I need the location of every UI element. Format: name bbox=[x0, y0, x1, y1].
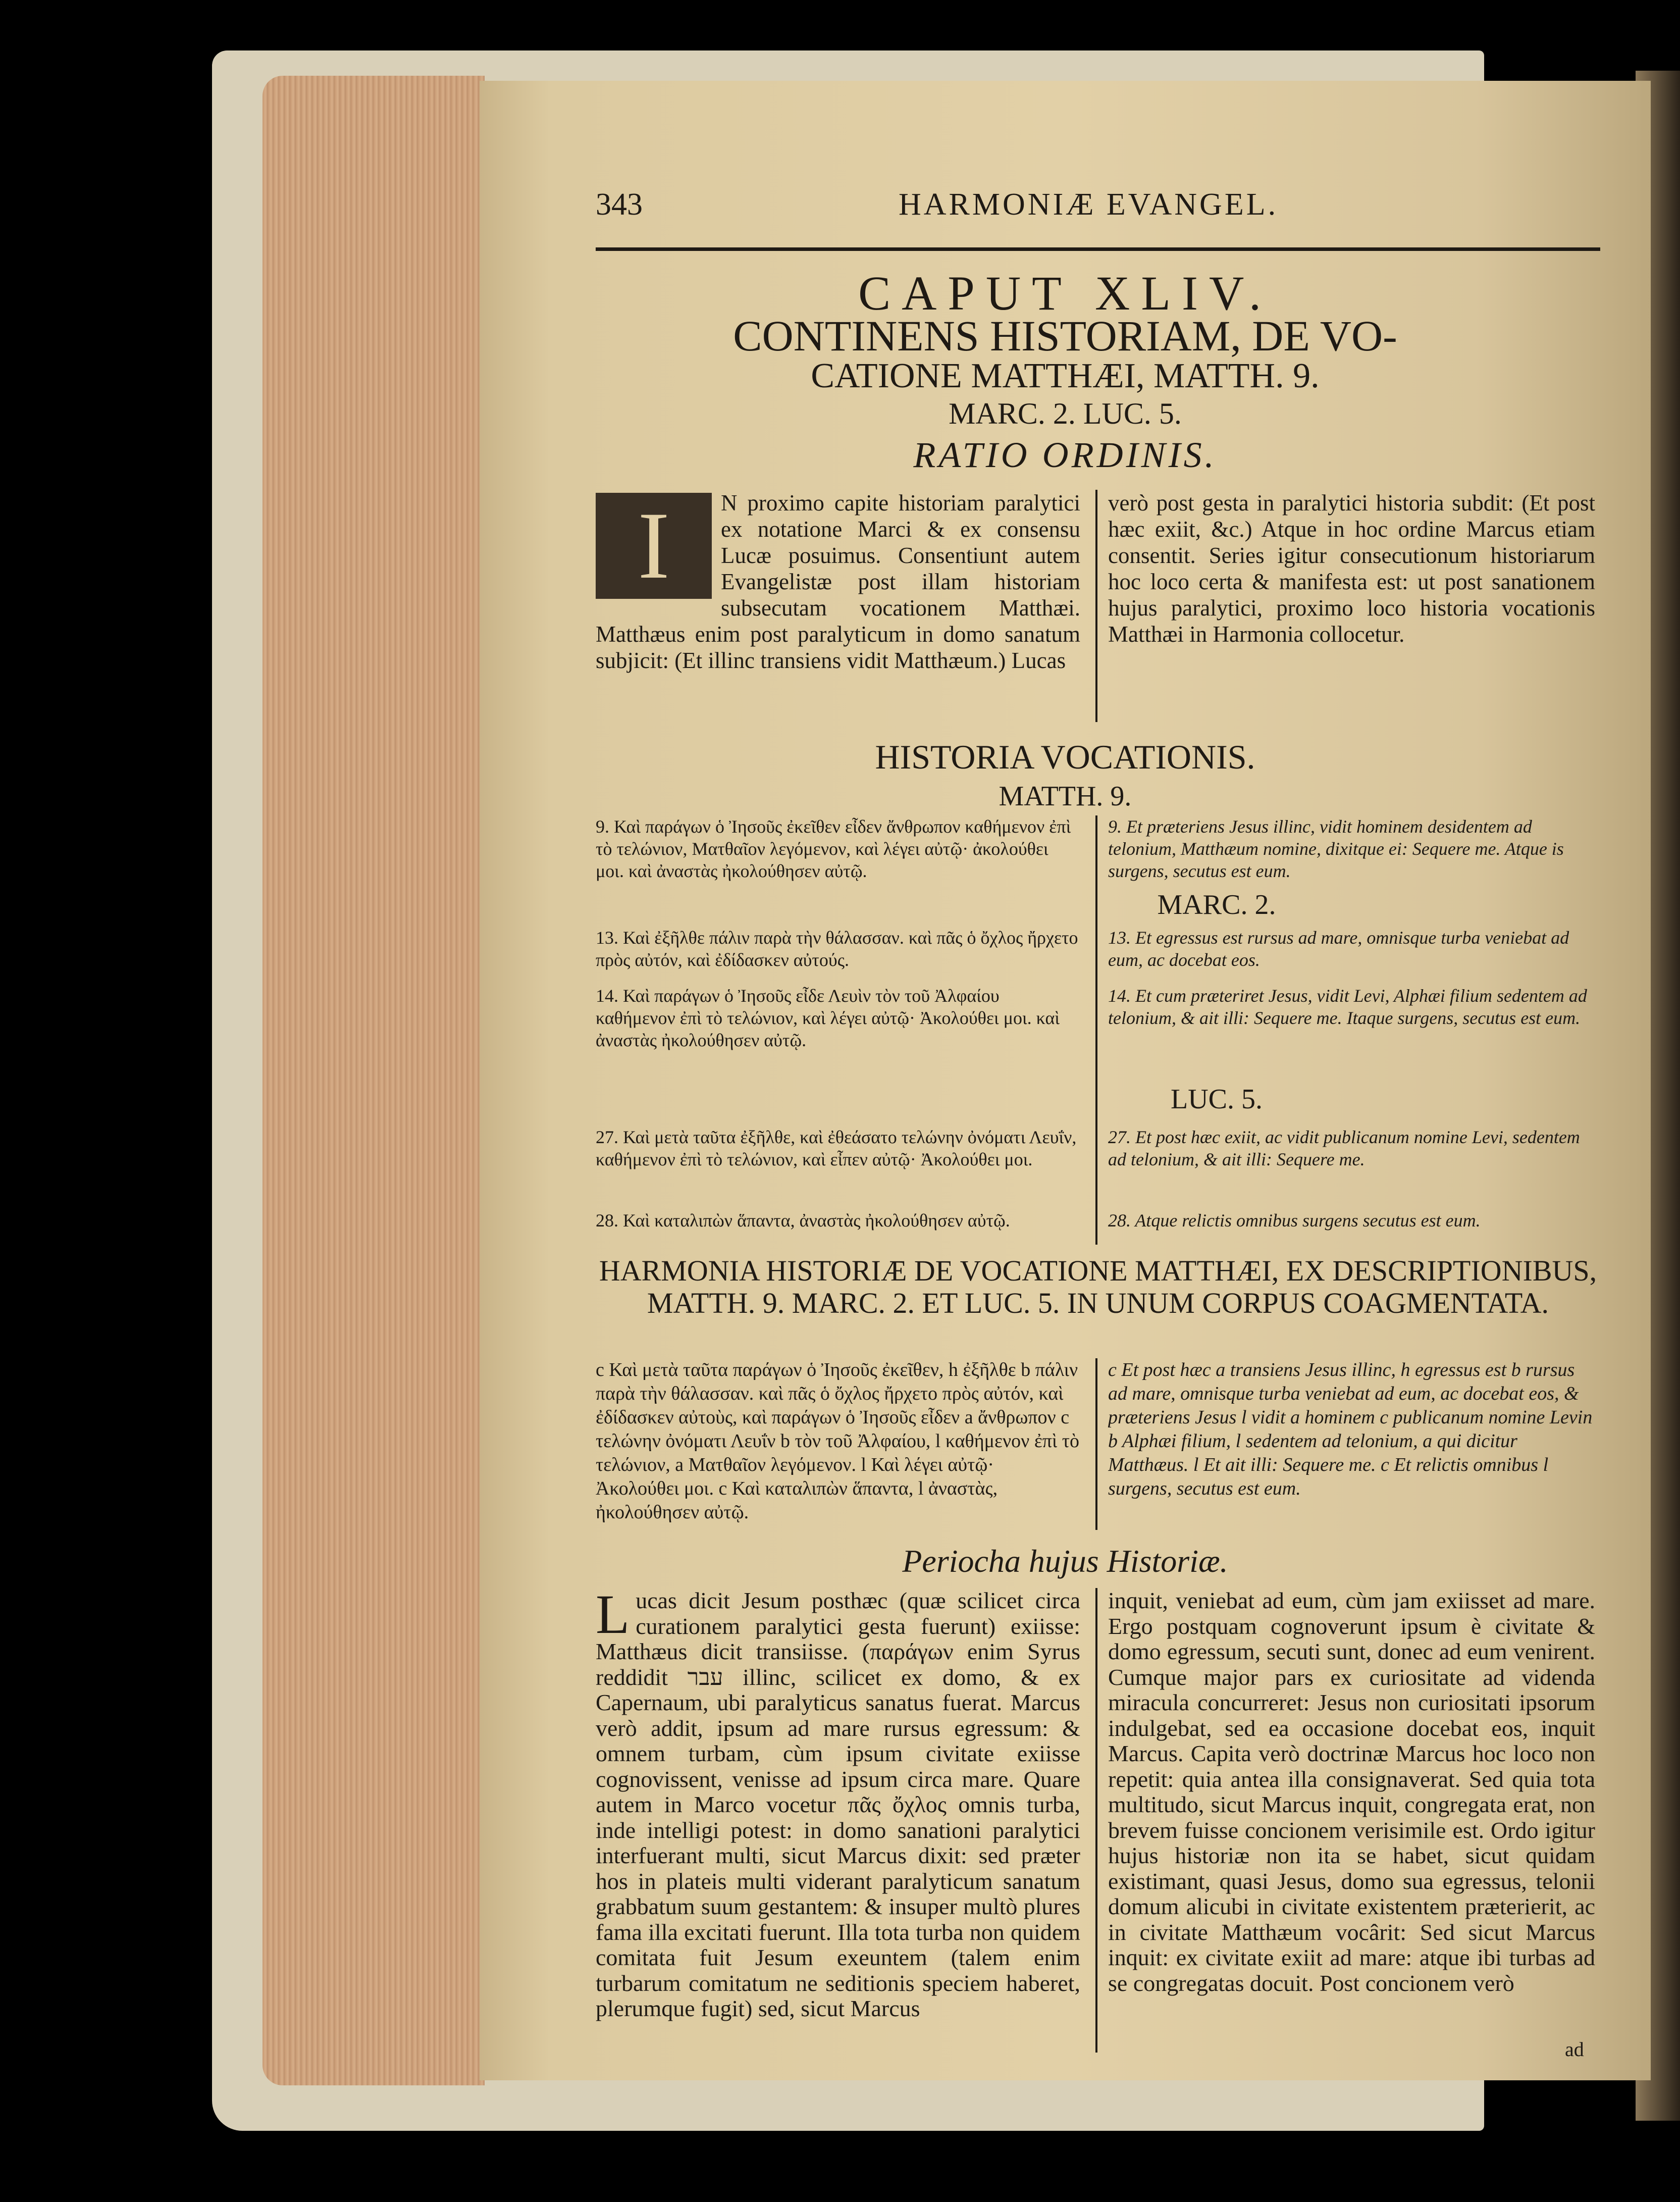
harmonia-latin: c Et post hæc a transiens Jesus illinc, h egressus est b rursus ad mare, omnisque turba veniebat ad eum, ac docebat eos, & præteriens Jesus l vidit a hominem c publicanum nomine Levin b Alphæi filium, l sedentem ad telonium, a qui dicitur Matthæus. l Et ait illi: Sequere me. c Et relictis omnibus l surgens, secutus est eum. bbox=[1108, 1359, 1593, 1499]
running-head: HARMONIÆ EVANGEL. bbox=[899, 187, 1279, 222]
matth-greek-verse: 9. Καὶ παράγων ὁ Ἰησοῦς ἐκεῖθεν εἶδεν ἄνθρωπον καθήμενον ἐπὶ τὸ τελώνιον, Ματθαῖον λεγόμενον, καὶ λέγει αὐτῷ· ἀκολούθει μοι. καὶ ἀναστὰς ἠκολούθησεν αὐτῷ. bbox=[596, 816, 1071, 881]
ratio-left-column bbox=[596, 490, 1080, 722]
column-rule bbox=[1095, 490, 1097, 722]
marc-greek-verse-14: 14. Καὶ παράγων ὁ Ἰησοῦς εἶδε Λευὶν τὸν τοῦ Ἀλφαίου καθήμενον ἐπὶ τὸ τελώνιον, καὶ λέγει αὐτῷ· Ἀκολούθει μοι. καὶ ἀναστὰς ἠκολούθησεν αὐτῷ. bbox=[596, 986, 1060, 1050]
page-number: 343 bbox=[596, 187, 643, 222]
marc-latin-verse-14: 14. Et cum præteriret Jesus, vidit Levi, Alphæi filium sedentem ad telonium, & ait illi: Sequere me. Itaque surgens, secutus est eum. bbox=[1108, 986, 1587, 1028]
column-rule-harmonia bbox=[1095, 1358, 1097, 1530]
marc-greek-verse-13: 13. Καὶ ἐξῆλθε πάλιν παρὰ τὴν θάλασσαν. καὶ πᾶς ὁ ὄχλος ἤρχετο πρὸς αὐτόν, καὶ ἐδίδασκεν αὐτούς. bbox=[596, 928, 1078, 970]
ornamental-initial: I bbox=[596, 493, 712, 599]
chapter-subtitle-line2: CATIONE MATTHÆI, MATTH. 9. bbox=[811, 356, 1320, 395]
chapter-subtitle-line1: CONTINENS HISTORIAM, DE VO- bbox=[733, 312, 1397, 360]
luc-label: LUC. 5. bbox=[1171, 1084, 1263, 1115]
harmonia-heading: HARMONIA HISTORIÆ DE VOCATIONE MATTHÆI, EX DESCRIPTIONIBUS, MATTH. 9. MARC. 2. ET LUC. 5. IN UNUM CORPUS COAGMENTATA. bbox=[599, 1254, 1597, 1319]
periocha-left-text: ucas dicit Jesum posthæc (quæ scilicet circa curationem paralytici gesta fuerunt) exiisse: Matthæus dicit transiisse. (παράγων enim Syrus reddidit עבר illinc, scilicet ex domo, & ex Capernaum, ubi paralyticus sanatus fuerat. Marcus verò addit, ipsum ad mare rursus egressum: & omnem turbam, cùm ipsum civitate exiisse cognovissent, venisse ad ipsum circa mare. Quare autem in Marco vocetur πᾶς ὄχλος omnis turba, inde intelligi potest: in domo sanationi paralytici interfuerant multi, sicut Marcus dixit: sed præter hos in plateis multi viderant paralyticum sanatum grabbatum suum gestantem: & insuper multò plures fama illa excitati fuerunt. Illa tota turba non quidem comitata fuit Jesum exeuntem (talem enim turbarum comitatum ne seditionis speciem haberet, plerumque fugit) sed, sicut Marcus bbox=[596, 1588, 1080, 2021]
luc-greek-verse-28: 28. Καὶ καταλιπὼν ἅπαντα, ἀναστὰς ἠκολούθησεν αὐτῷ. bbox=[596, 1210, 1010, 1231]
historia-heading: HISTORIA VOCATIONIS. bbox=[875, 738, 1255, 776]
marc-latin-verse-13: 13. Et egressus est rursus ad mare, omnisque turba veniebat ad eum, ac docebat eos. bbox=[1108, 928, 1569, 970]
matth-latin-verse: 9. Et præteriens Jesus illinc, vidit hominem desidentem ad telonium, Matthæum nomine, dixitque ei: Sequere me. Atque is surgens, secutus est eum. bbox=[1108, 816, 1564, 881]
periocha-left-column bbox=[596, 1588, 1080, 2053]
column-rule-periocha bbox=[1095, 1588, 1097, 2053]
page-block-edge bbox=[262, 76, 485, 2085]
drop-initial: L bbox=[596, 1588, 630, 1645]
marc-label: MARC. 2. bbox=[1157, 889, 1276, 920]
matth-label: MATTH. 9. bbox=[999, 781, 1132, 812]
chapter-title: CAPUT XLIV. bbox=[858, 266, 1272, 320]
ratio-left-text: N proximo capite historiam paralytici ex notatione Marci & ex consensu Lucæ posuimus. Consentiunt autem Evangelistæ post illam historiam subsecutam vocationem Matthæi. Matthæus enim post paralyticum in domo sanatum subjicit: (Et illinc transiens vidit Matthæum.) Lucas bbox=[596, 490, 1080, 673]
ratio-right-column: verò post gesta in paralytici historia subdit: (Et post hæc exiit, &c.) Atque in hoc ordine Marcus etiam consentit. Series igitur consecutionum historiarum hoc loco certa & manifesta est: ut post sanationem hujus paralytici, proximo loco historia vocationis Matthæi in Harmonia collocetur. bbox=[1108, 490, 1595, 647]
luc-latin-verse-28: 28. Atque relictis omnibus surgens secutus est eum. bbox=[1108, 1210, 1481, 1231]
luc-greek-verse-27: 27. Καὶ μετὰ ταῦτα ἐξῆλθε, καὶ ἐθεάσατο τελώνην ὀνόματι Λευΐν, καθήμενον ἐπὶ τὸ τελώνιον, καὶ εἶπεν αὐτῷ· Ἀκολούθει μοι. bbox=[596, 1127, 1077, 1169]
harmonia-greek: c Καὶ μετὰ ταῦτα παράγων ὁ Ἰησοῦς ἐκεῖθεν, h ἐξῆλθε b πάλιν παρὰ τὴν θάλασσαν. καὶ πᾶς ὁ ὄχλος ἤρχετο πρὸς αὐτόν, καὶ ἐδίδασκεν αὐτοὺς, καὶ παράγων ὁ Ἰησοῦς εἶδεν a ἄνθρωπον c τελώνην ὀνόματι Λευΐν b τὸν τοῦ Ἀλφαίου, l καθήμενον ἐπὶ τὸ τελώνιον, a Ματθαῖον λεγόμενον. l Καὶ λέγει αὐτῷ· Ἀκολούθει μοι. c Καὶ καταλιπὼν ἅπαντα, l ἀναστὰς, ἠκολούθησεν αὐτῷ. bbox=[596, 1359, 1079, 1523]
periocha-heading: Periocha hujus Historiæ. bbox=[902, 1543, 1228, 1579]
book-page bbox=[480, 81, 1651, 2080]
periocha-right-column: inquit, veniebat ad eum, cùm jam exiisset ad mare. Ergo postquam cognoverunt ipsum è civitate & domo egressum, secuti sunt, donec ad eum venirent. Cumque major pars ex curiositate ad videnda miracula concurreret: Jesus non curiositati ipsorum indulgebat, sed ea occasione docebat eos, inquit Marcus. Capita verò doctrinæ Marcus hoc loco non repetit: quia antea illa consignaverat. Sed quia tota multitudo, sicut Marcus inquit, congregata erat, non brevem fuisse concionem verisimile est. Ordo igitur hujus historiæ non ita se habet, sicut quidam existimant, quasi Jesus, domo sua egressus, telonii domum alicubi in civitate existentem præterierit, ac in civitate Matthæum vocârit: Sed sicut Marcus inquit: ex civitate exiit ad mare: atque ibi turbas ad se congregatas docuit. Post concionem verò bbox=[1108, 1588, 1595, 1996]
column-rule-verses bbox=[1095, 815, 1097, 1245]
header-rule bbox=[596, 247, 1600, 251]
catchword: ad bbox=[1565, 2038, 1584, 2061]
chapter-subtitle-line3: MARC. 2. LUC. 5. bbox=[949, 397, 1182, 430]
luc-latin-verse-27: 27. Et post hæc exiit, ac vidit publicanum nomine Levi, sedentem ad telonium, & ait illi: Sequere me. bbox=[1108, 1127, 1580, 1169]
ratio-heading: RATIO ORDINIS. bbox=[913, 435, 1217, 475]
